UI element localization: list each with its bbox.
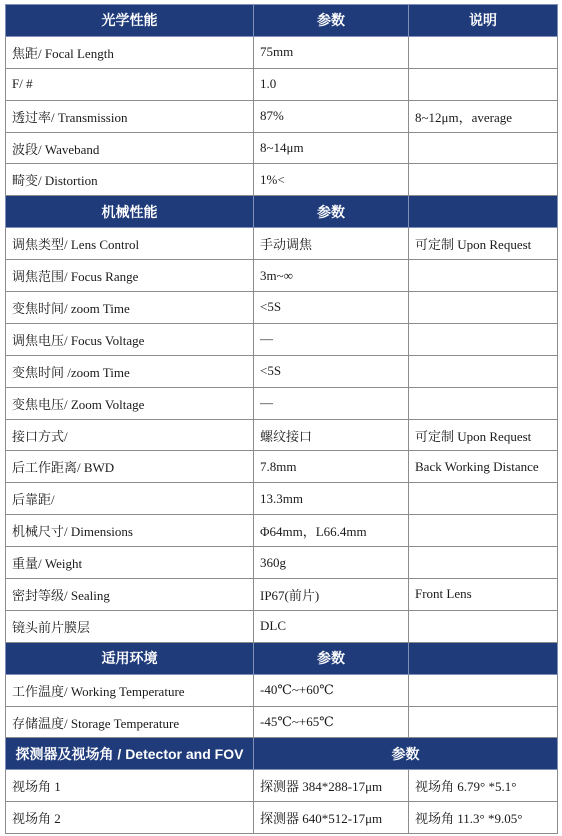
table-row [6,228,558,260]
parameter-name-cell: 接口方式/ [6,419,254,451]
section-header-cell: 参数 [254,5,409,37]
fov-header-title: 探测器及视场角 / Detector and FOV [6,738,254,770]
parameter-name-cell: 调焦范围/ Focus Range [6,260,254,292]
table-row [6,292,558,324]
parameter-value-cell: IP67(前片) [254,579,409,611]
detector-cell: 探测器 640*512-17μm [254,802,409,834]
section-header-cell: 光学性能 [6,5,254,37]
parameter-name-cell: 焦距/ Focal Length [6,36,254,68]
detector-cell: 探测器 384*288-17μm [254,770,409,802]
table-row [6,610,558,642]
parameter-note-cell [409,387,558,419]
table-row [6,451,558,483]
table-row [6,674,558,706]
parameter-value-cell: 1.0 [254,68,409,100]
section-header-row [6,5,558,37]
table-row [6,164,558,196]
parameter-name-cell: 重量/ Weight [6,547,254,579]
fov-angle-cell: 视场角 6.79° *5.1° [409,770,558,802]
parameter-value-cell: Φ64mm，L66.4mm [254,515,409,547]
parameter-value-cell: 8~14μm [254,132,409,164]
fov-label-cell: 视场角 1 [6,770,254,802]
parameter-name-cell: 后靠距/ [6,483,254,515]
parameter-name-cell: 调焦电压/ Focus Voltage [6,323,254,355]
table-row [6,36,558,68]
parameter-name-cell: 调焦类型/ Lens Control [6,228,254,260]
parameter-note-cell: 8~12μm，average [409,100,558,132]
parameter-note-cell [409,164,558,196]
spec-table-body [6,5,558,834]
table-row [6,355,558,387]
parameter-note-cell: Back Working Distance [409,451,558,483]
parameter-note-cell [409,515,558,547]
parameter-value-cell: DLC [254,610,409,642]
section-header-cell [409,642,558,674]
fov-angle-cell: 视场角 11.3° *9.05° [409,802,558,834]
parameter-note-cell [409,132,558,164]
parameter-name-cell: 畸变/ Distortion [6,164,254,196]
parameter-value-cell: 75mm [254,36,409,68]
parameter-note-cell [409,706,558,738]
table-row [6,547,558,579]
table-row [6,68,558,100]
parameter-value-cell: — [254,323,409,355]
spec-sheet [5,4,558,834]
parameter-value-cell: 13.3mm [254,483,409,515]
fov-header-row [6,738,558,770]
parameter-note-cell [409,674,558,706]
parameter-note-cell: 可定制 Upon Request [409,419,558,451]
parameter-value-cell: 87% [254,100,409,132]
table-row [6,579,558,611]
fov-label-cell: 视场角 2 [6,802,254,834]
section-header-cell: 参数 [254,642,409,674]
parameter-value-cell: 手动调焦 [254,228,409,260]
table-row [6,483,558,515]
parameter-note-cell: 可定制 Upon Request [409,228,558,260]
parameter-name-cell: 工作温度/ Working Temperature [6,674,254,706]
parameter-name-cell: F/ # [6,68,254,100]
parameter-value-cell: 7.8mm [254,451,409,483]
section-header-cell: 说明 [409,5,558,37]
fov-row [6,770,558,802]
parameter-note-cell [409,323,558,355]
table-row [6,706,558,738]
section-header-cell: 适用环境 [6,642,254,674]
parameter-note-cell [409,355,558,387]
parameter-name-cell: 透过率/ Transmission [6,100,254,132]
parameter-name-cell: 后工作距离/ BWD [6,451,254,483]
parameter-note-cell [409,547,558,579]
section-header-cell: 机械性能 [6,196,254,228]
section-header-cell: 参数 [254,196,409,228]
parameter-note-cell [409,260,558,292]
parameter-value-cell: — [254,387,409,419]
parameter-name-cell: 波段/ Waveband [6,132,254,164]
parameter-note-cell [409,36,558,68]
parameter-value-cell: -45℃~+65℃ [254,706,409,738]
parameter-value-cell: 3m~∞ [254,260,409,292]
parameter-name-cell: 变焦时间/ zoom Time [6,292,254,324]
table-row [6,100,558,132]
parameter-value-cell: <5S [254,292,409,324]
table-row [6,323,558,355]
table-row [6,260,558,292]
parameter-value-cell: -40℃~+60℃ [254,674,409,706]
table-row [6,419,558,451]
fov-row [6,802,558,834]
spec-table [5,4,558,834]
parameter-name-cell: 镜头前片膜层 [6,610,254,642]
parameter-value-cell: 1%< [254,164,409,196]
parameter-value-cell: 360g [254,547,409,579]
parameter-note-cell [409,292,558,324]
parameter-value-cell: <5S [254,355,409,387]
parameter-name-cell: 存储温度/ Storage Temperature [6,706,254,738]
table-row [6,132,558,164]
parameter-name-cell: 变焦时间 /zoom Time [6,355,254,387]
parameter-value-cell: 螺纹接口 [254,419,409,451]
parameter-note-cell [409,68,558,100]
parameter-name-cell: 变焦电压/ Zoom Voltage [6,387,254,419]
table-row [6,515,558,547]
section-header-row [6,642,558,674]
parameter-note-cell [409,610,558,642]
section-header-row [6,196,558,228]
table-row [6,387,558,419]
fov-header-param: 参数 [254,738,558,770]
section-header-cell [409,196,558,228]
parameter-name-cell: 密封等级/ Sealing [6,579,254,611]
parameter-name-cell: 机械尺寸/ Dimensions [6,515,254,547]
parameter-note-cell [409,483,558,515]
parameter-note-cell: Front Lens [409,579,558,611]
